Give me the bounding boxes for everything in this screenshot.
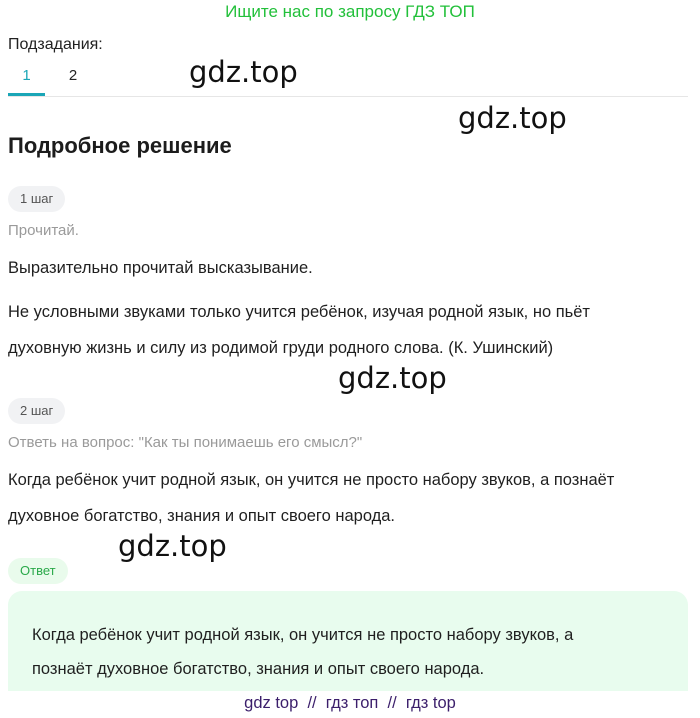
watermark: gdz.top — [118, 529, 227, 563]
quote-line: Не условными звуками только учится ребёнок, изучая родной язык, но пьёт — [8, 303, 590, 321]
step-badge: 1 шаг — [8, 186, 65, 212]
watermark: gdz.top — [338, 361, 447, 395]
step-instruction: Прочитай. — [8, 222, 79, 239]
step-text: Выразительно прочитай высказывание. — [8, 259, 313, 277]
step-text: Когда ребёнок учит родной язык, он учится не просто набору звуков, а познаёт — [8, 471, 615, 489]
answer-text — [32, 618, 672, 686]
quote-line: духовную жизнь и силу из родимой груди родного слова. (К. Ушинский) — [8, 339, 554, 357]
promo-banner[interactable]: Ищите нас по запросу ГДЗ ТОП — [225, 2, 475, 21]
watermark: gdz.top — [458, 101, 567, 135]
step-badge: 2 шаг — [8, 398, 65, 424]
tabs-divider — [8, 96, 688, 97]
answer-badge: Ответ — [8, 558, 68, 584]
page-title: Подробное решение — [8, 133, 232, 158]
tab-subtask-1[interactable]: 1 — [8, 66, 45, 96]
watermark: gdz.top — [189, 55, 298, 89]
step-text: духовное богатство, знания и опыт своего народа. — [8, 507, 396, 525]
answer-line: познаёт духовное богатство, знания и опыт своего народа. — [32, 660, 485, 678]
tab-subtask-2[interactable]: 2 — [68, 67, 78, 84]
footer-links[interactable]: gdz top // гдз топ // гдз top — [244, 694, 456, 712]
step-instruction: Ответь на вопрос: "Как ты понимаешь его смысл?" — [8, 434, 363, 451]
subtasks-label: Подзадания: — [8, 36, 103, 53]
answer-line: Когда ребёнок учит родной язык, он учится не просто набору звуков, а — [32, 626, 574, 644]
